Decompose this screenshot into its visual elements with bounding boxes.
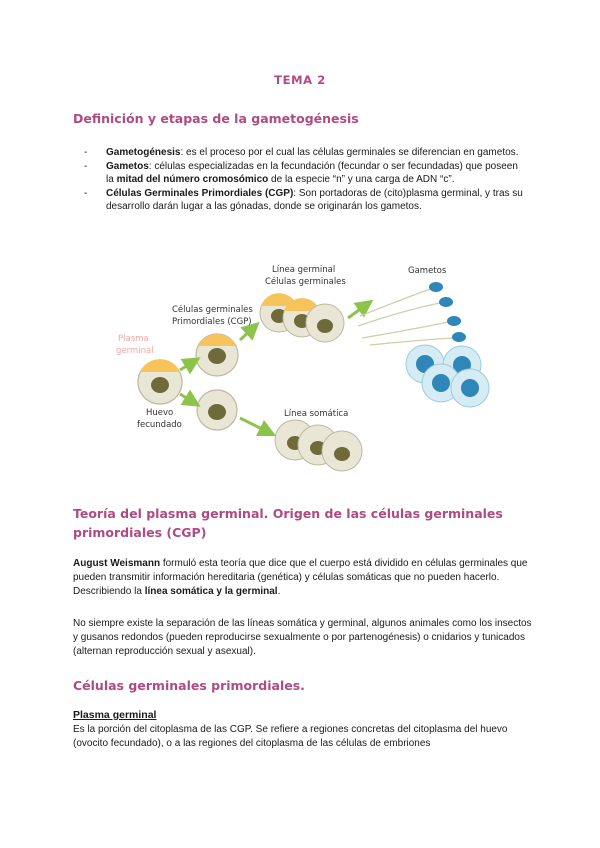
label-gametos: Gametos: [408, 266, 447, 276]
label-cgp-sub: Primordiales (CGP): [172, 317, 252, 327]
page-title: TEMA 2: [274, 73, 326, 87]
term: Gametogénesis: [106, 147, 181, 158]
section-heading-plasma-germinal: [73, 504, 503, 542]
emphasis: línea somática y la germinal: [144, 586, 278, 597]
definition-list: [84, 146, 524, 214]
plasma-paragraph: Es la porción del citoplasma de las CGP. Se refiere a regiones concretas del citoplasma del huevo (ovocito fecundado), o a las regiones del citoplasma de las células de embriones: [73, 724, 508, 749]
label-plasma: Plasma: [118, 334, 149, 344]
cell-huevo: [138, 359, 182, 404]
sperm-gametes: [358, 289, 453, 345]
cell-somatic-early: [197, 390, 237, 430]
emphasis: mitad del número cromosómico: [116, 174, 269, 185]
author-name: August Weismann: [73, 558, 161, 569]
ovum-gametes: [406, 345, 489, 407]
section-heading-cgp: Células germinales primordiales.: [73, 678, 305, 693]
weismann-paragraph: [73, 557, 533, 599]
cell-cgp: [196, 334, 238, 376]
list-item: - Células Germinales Primordiales (CGP): Son portadoras de (cito)plasma germinal, y tras su desarrollo darán lugar a las gónadas, donde se originarán los gametos.: [84, 187, 523, 212]
section-heading-gametogenesis: Definición y etapas de la gametogénesis: [73, 111, 359, 126]
term: Gametos: [106, 160, 149, 172]
definition: : Son portadoras de (cito)plasma germinal, y tras su desarrollo darán lugar a las gónadas, donde se originarán los gametos.: [106, 187, 523, 212]
germline-cells: [260, 293, 344, 342]
term: Células Germinales Primordiales (CGP): [106, 187, 294, 199]
subheading-plasma-germinal: Plasma germinal: [73, 709, 157, 721]
somatic-cells: [275, 420, 362, 471]
separation-paragraph: No siempre existe la separación de las líneas somática y germinal, algunos animales como los insectos y gusanos redondos (pueden reproducirse sexualmente o por partenogénesis) o cnidarios y tunicados (alternan reproducción sexual y asexual).: [73, 618, 532, 657]
definition: : es el proceso por el cual las células germinales se diferencian en gametos.: [180, 147, 519, 158]
definition: de la especie “n” y una carga de ADN “c”.: [268, 174, 455, 185]
label-cgp: Células germinales: [172, 305, 253, 315]
label-linea-germinal-sub: Células germinales: [265, 277, 346, 287]
heading-line: primordiales (CGP): [73, 525, 207, 540]
label-huevo-sub: fecundado: [137, 420, 182, 430]
definition: : células especializadas en la fecundación (fecundar o ser fecundadas) que poseen la: [106, 160, 518, 185]
label-huevo: Huevo: [146, 408, 174, 418]
paragraph-text: formuló esta teoría que dice que el cuerpo está dividido en células germinales que pueden transmitir información hereditaria (genética) y células somáticas que no pueden hacerlo. Describiendo la: [73, 558, 528, 597]
list-item: - Gametogénesis: es el proceso por el cual las células germinales se diferencian en gametos.: [84, 147, 519, 158]
label-linea-germinal: Línea germinal: [272, 265, 336, 275]
arrows: [180, 305, 366, 432]
label-linea-somatica: Línea somática: [284, 409, 349, 419]
paragraph-end: .: [277, 586, 281, 597]
sperm-heads: [429, 282, 466, 342]
heading-line: Teoría del plasma germinal. Origen de las células germinales: [73, 506, 503, 521]
label-plasma-sub: germinal: [116, 346, 154, 356]
list-item: - Gametos: células especializadas en la fecundación (fecundar o ser fecundadas) que poseen la mitad del número cromosómico de la especie “n” y una carga de ADN “c”.: [84, 160, 518, 185]
